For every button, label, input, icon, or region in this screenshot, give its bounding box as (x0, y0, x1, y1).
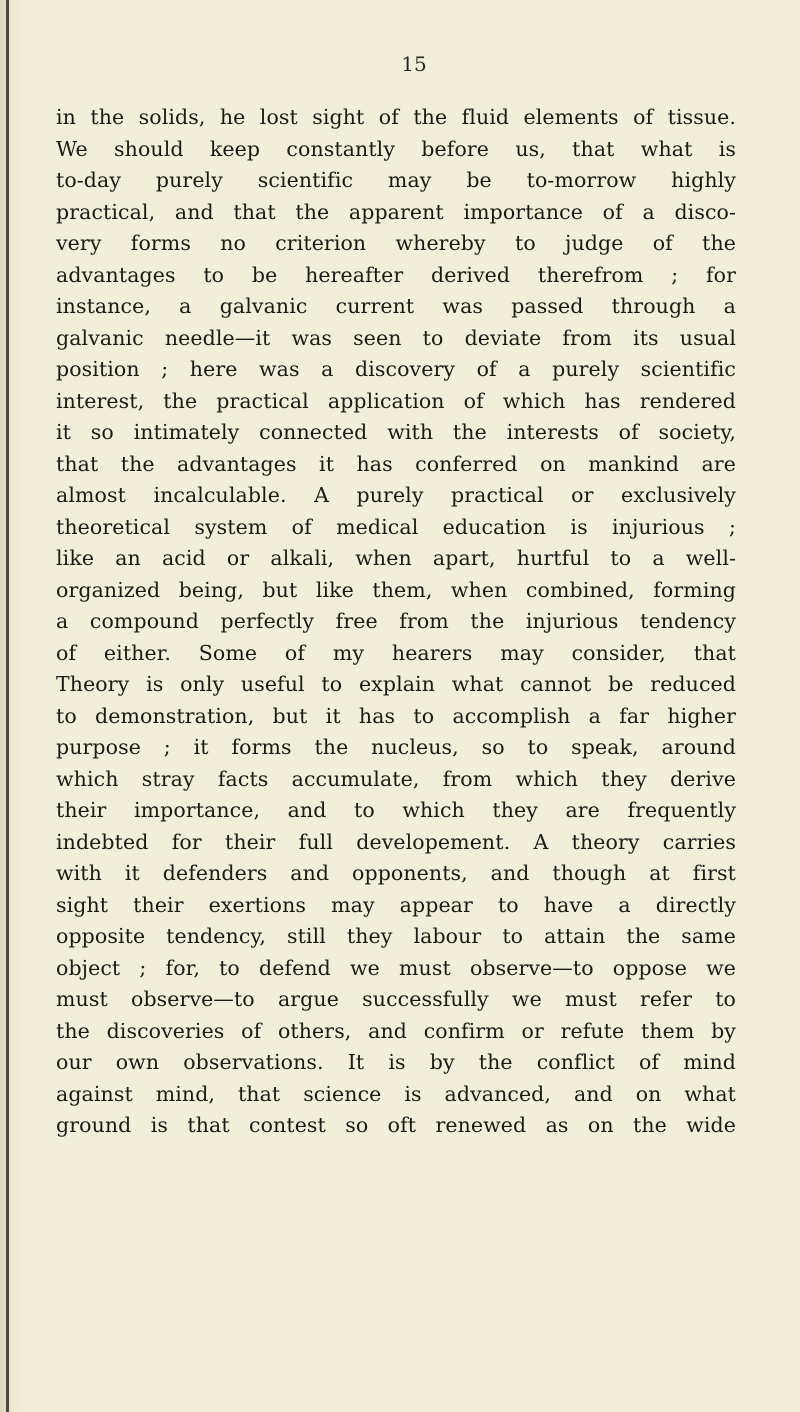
text-line: position ; here was a discovery of a purely scientific (56, 357, 736, 381)
text-line: organized being, but like them, when combined, forming (56, 577, 736, 602)
text-line: We should keep constantly before us, that what is (56, 136, 736, 161)
text-line: of either. Some of my hearers may consider, that (56, 640, 736, 665)
text-line: which stray facts accumulate, from which they derive (56, 766, 736, 791)
text-line: like an acid or alkali, when apart, hurtful to a well- (56, 546, 736, 570)
text-line: with it defenders and opponents, and though at first (56, 861, 736, 885)
text-line: our own observations. It is by the conflict of mind (56, 1050, 736, 1074)
text-line: interest, the practical application of which has rendered (56, 388, 736, 413)
text-line: must observe—to argue successfully we must refer to (56, 987, 736, 1011)
text-line: theoretical system of medical education is injurious ; (56, 514, 736, 539)
text-line: that the advantages it has conferred on mankind are (56, 451, 736, 476)
text-line: Theory is only useful to explain what cannot be reduced (56, 672, 736, 696)
text-line: sight their exertions may appear to have a directly (56, 892, 736, 917)
text-line: indebted for their full developement. A theory carries (56, 829, 736, 854)
text-line: advantages to be hereafter derived therefrom ; for (56, 262, 736, 287)
text-line: very forms no criterion whereby to judge of the (56, 231, 736, 255)
text-line: opposite tendency, still they labour to attain the same (56, 924, 736, 948)
text-line: their importance, and to which they are frequently (56, 798, 736, 822)
page-gutter (0, 0, 22, 1412)
text-line: to demonstration, but it has to accomplish a far higher (56, 703, 736, 728)
text-line: almost incalculable. A purely practical or exclusively (56, 483, 736, 507)
body-text (56, 102, 736, 1142)
text-line: practical, and that the apparent importance of a disco- (56, 199, 736, 224)
book-page (34, 0, 794, 1412)
text-line: object ; for, to defend we must observe—to oppose we (56, 955, 736, 980)
binding-edge (6, 0, 9, 1412)
text-line: purpose ; it forms the nucleus, so to speak, around (56, 735, 736, 759)
text-line: a compound perfectly free from the injurious tendency (56, 609, 736, 633)
text-line: the discoveries of others, and confirm or refute them by (56, 1018, 736, 1043)
text-line: instance, a galvanic current was passed through a (56, 294, 736, 318)
text-line: it so intimately connected with the interests of society, (56, 420, 736, 444)
text-line: in the solids, he lost sight of the fluid elements of tissue. (56, 105, 736, 129)
text-line: against mind, that science is advanced, and on what (56, 1081, 736, 1106)
text-line: galvanic needle—it was seen to deviate from its usual (56, 325, 736, 350)
text-line: ground is that contest so oft renewed as on the wide (56, 1113, 736, 1137)
page-number: 15 (401, 52, 427, 76)
text-line: to-day purely scientific may be to-morrow highly (56, 168, 736, 192)
